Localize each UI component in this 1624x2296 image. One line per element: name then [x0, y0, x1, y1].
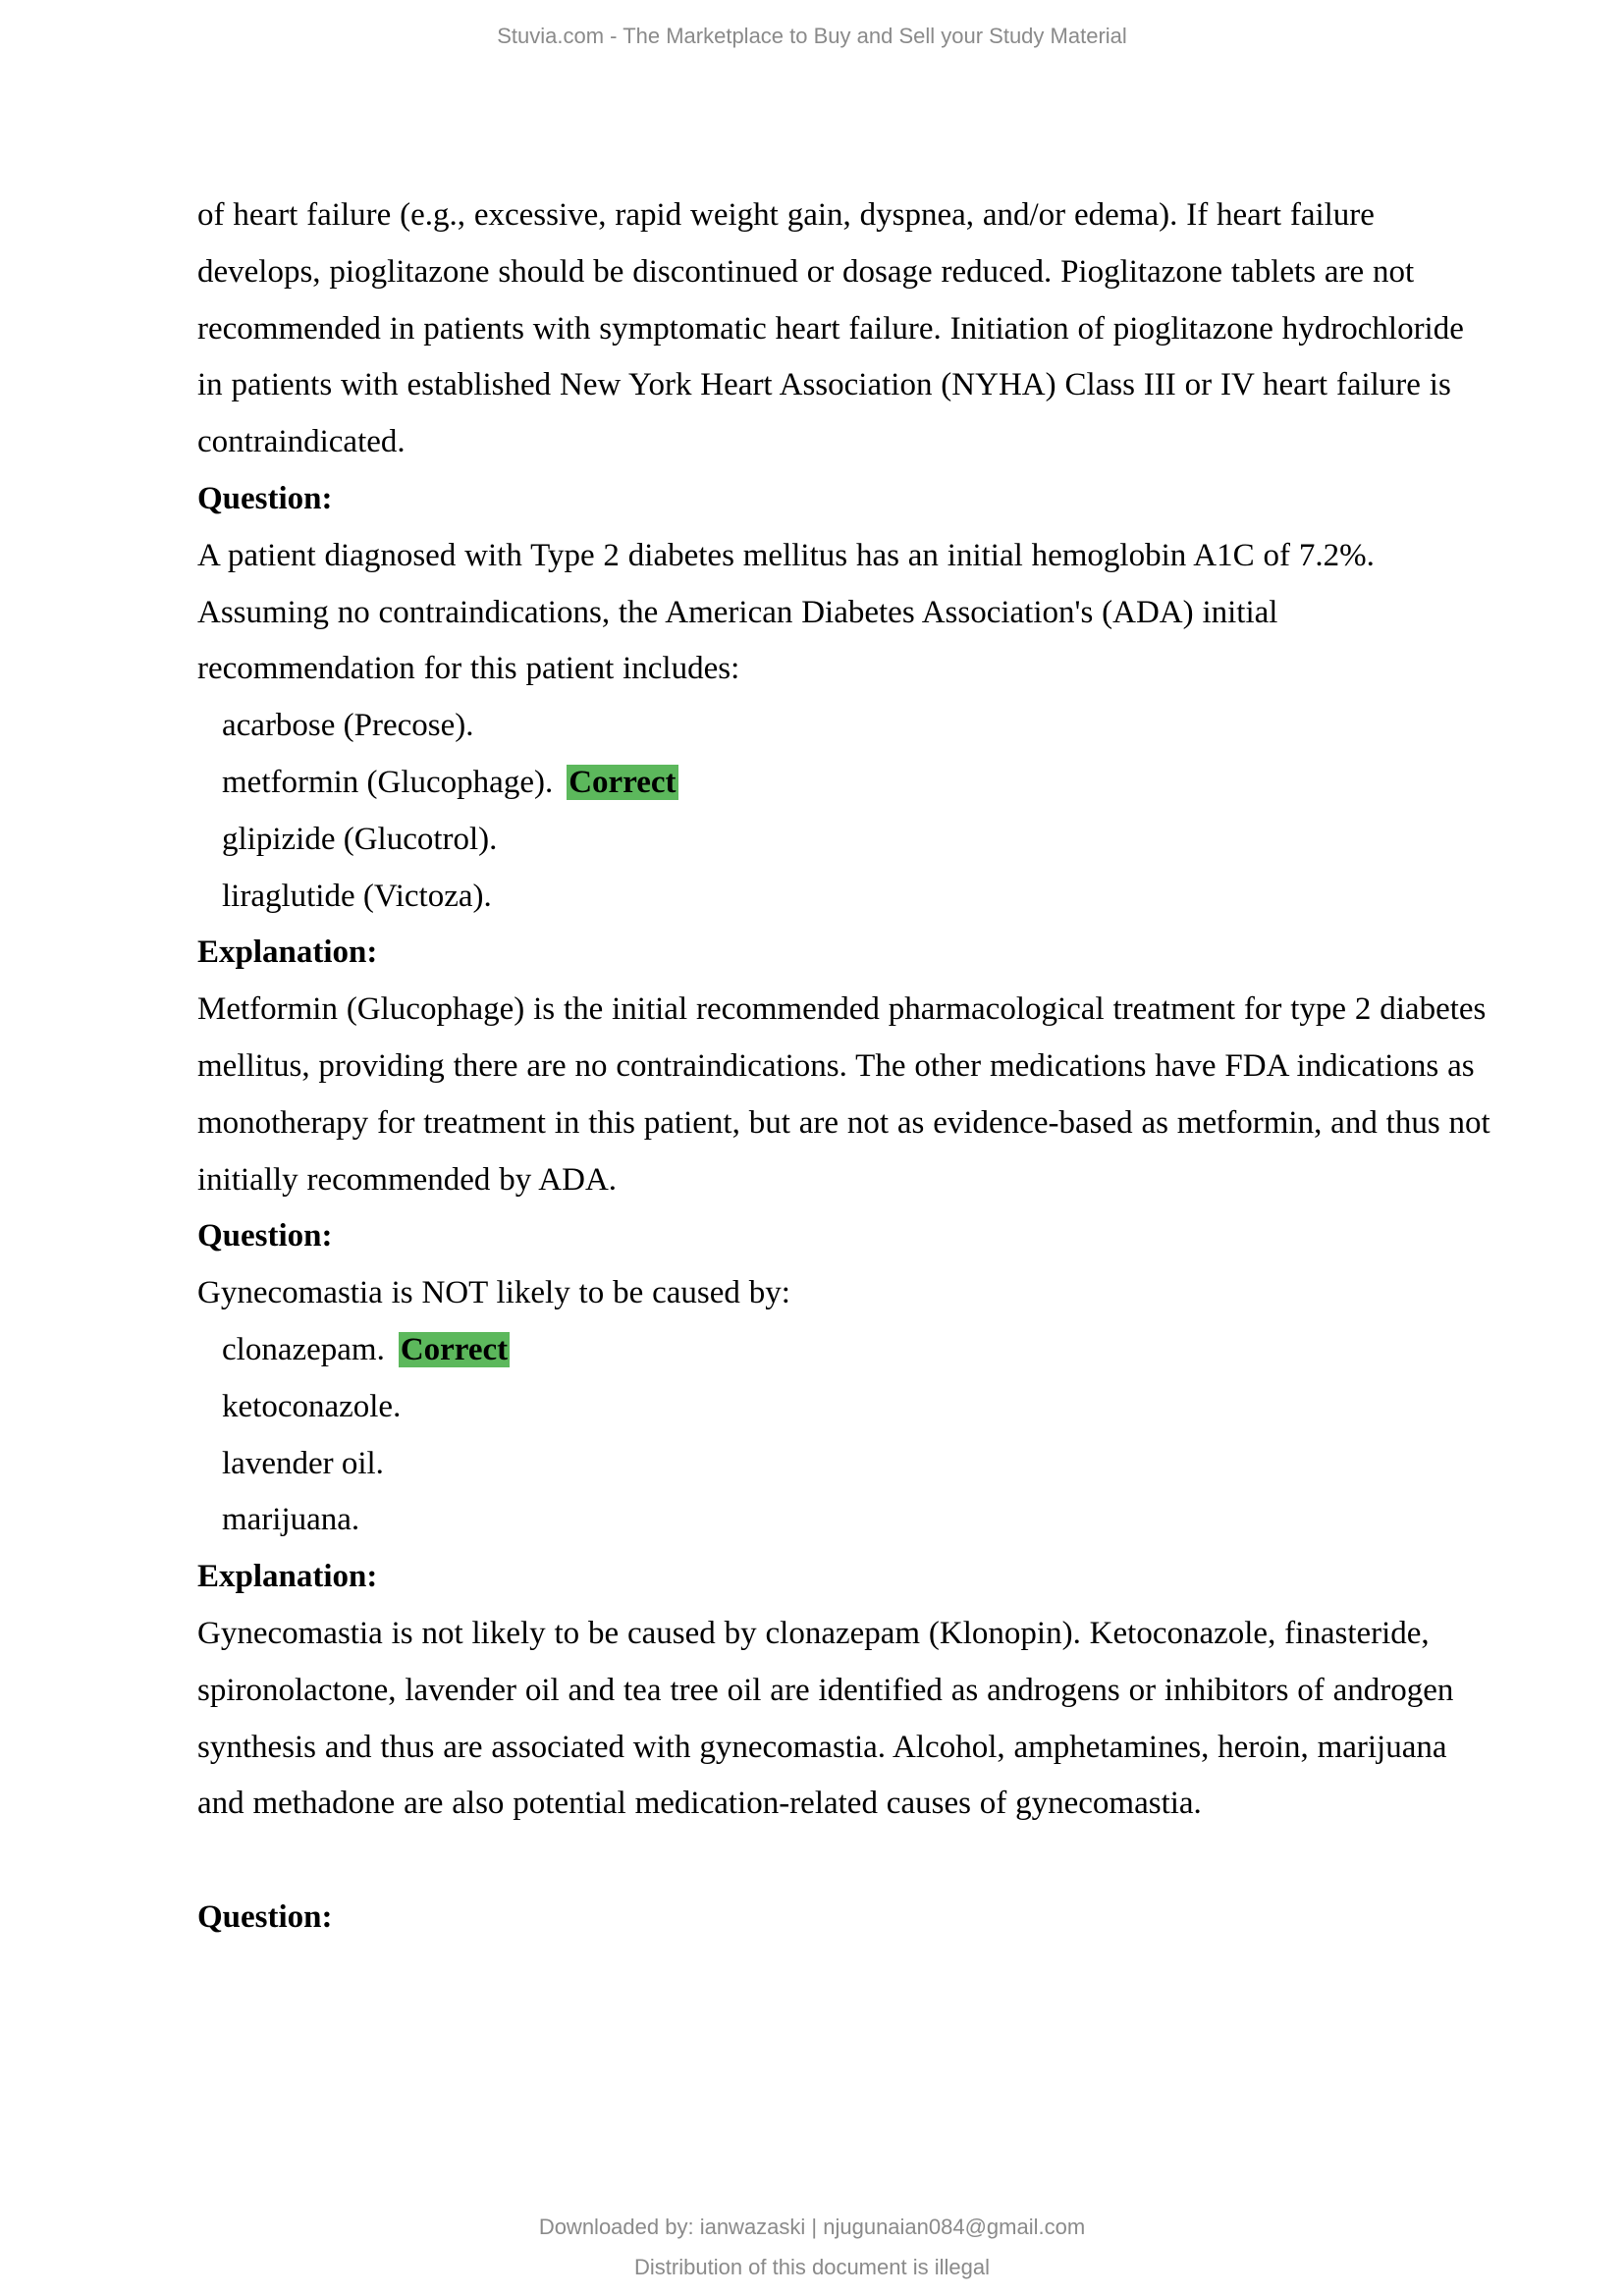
explanation-text: Metformin (Glucophage) is the initial recommended pharmacological treatment for type 2 diabetes mellitus, providing there are no contraindications. The other medications have FDA indications as monotherapy for treatment in this patient, but are not as evidence-based as metformin, and thus not initially recommended by ADA. — [197, 991, 1490, 1198]
question-label: Question: — [197, 1898, 333, 1935]
question-label: Question: — [197, 480, 333, 516]
intro-paragraph: of heart failure (e.g., excessive, rapid weight gain, dyspnea, and/or edema). If heart failure develops, pioglitazone should be discontinued or dosage reduced. Pioglitazone tablets are not recommended in patients with symptomatic heart failure. Initiation of pioglitazone hydrochloride in patients with established New York Heart Association (NYHA) Class III or IV heart failure is contraindicated. — [197, 197, 1464, 460]
answer-option — [197, 1436, 1493, 1493]
answer-option-text: metformin (Glucophage). — [222, 764, 554, 800]
correct-badge: Correct — [400, 1331, 509, 1367]
answer-option-text: acarbose (Precose). — [222, 708, 474, 744]
explanation-label: Explanation: — [197, 1559, 378, 1595]
answer-option-text: clonazepam. — [222, 1331, 385, 1367]
answer-option — [197, 1492, 1493, 1549]
answer-option — [197, 1379, 1493, 1436]
distribution-notice: Distribution of this document is illegal — [634, 2255, 990, 2279]
site-header: Stuvia.com - The Marketplace to Buy and Sell your Study Material — [497, 24, 1127, 48]
answer-option — [197, 812, 1493, 869]
answer-option-text: marijuana. — [222, 1502, 360, 1538]
answer-option-text: ketoconazole. — [222, 1388, 402, 1424]
explanation-text: Gynecomastia is not likely to be caused by clonazepam (Klonopin). Ketoconazole, finasteride, spironolactone, lavender oil and tea tree oil are identified as androgens or inhibitors of androgen synthesis and thus are associated with gynecomastia. Alcohol, amphetamines, heroin, marijuana and methadone are also potential medication-related causes of gynecomastia. — [197, 1615, 1454, 1822]
answer-option-text: lavender oil. — [222, 1445, 384, 1481]
answer-option-correct — [197, 755, 1493, 812]
answer-option-text: glipizide (Glucotrol). — [222, 821, 498, 857]
download-attribution: Downloaded by: ianwazaski | njugunaian084@gmail.com — [538, 2215, 1086, 2239]
answer-option-correct — [197, 1322, 1493, 1379]
question-text: Gynecomastia is NOT likely to be caused by: — [197, 1275, 790, 1311]
answer-option — [197, 869, 1493, 926]
answer-option-text: liraglutide (Victoza). — [222, 878, 492, 914]
correct-badge: Correct — [568, 764, 677, 800]
section-spacer — [197, 1833, 1493, 1890]
document-body — [197, 187, 1493, 1947]
answer-option — [197, 698, 1493, 755]
explanation-label: Explanation: — [197, 934, 378, 971]
question-label: Question: — [197, 1218, 333, 1255]
question-text: A patient diagnosed with Type 2 diabetes mellitus has an initial hemoglobin A1C of 7.2%. Assuming no contraindications, the American Diabetes Association's (ADA) initial recommendation for this patient includes: — [197, 537, 1375, 687]
